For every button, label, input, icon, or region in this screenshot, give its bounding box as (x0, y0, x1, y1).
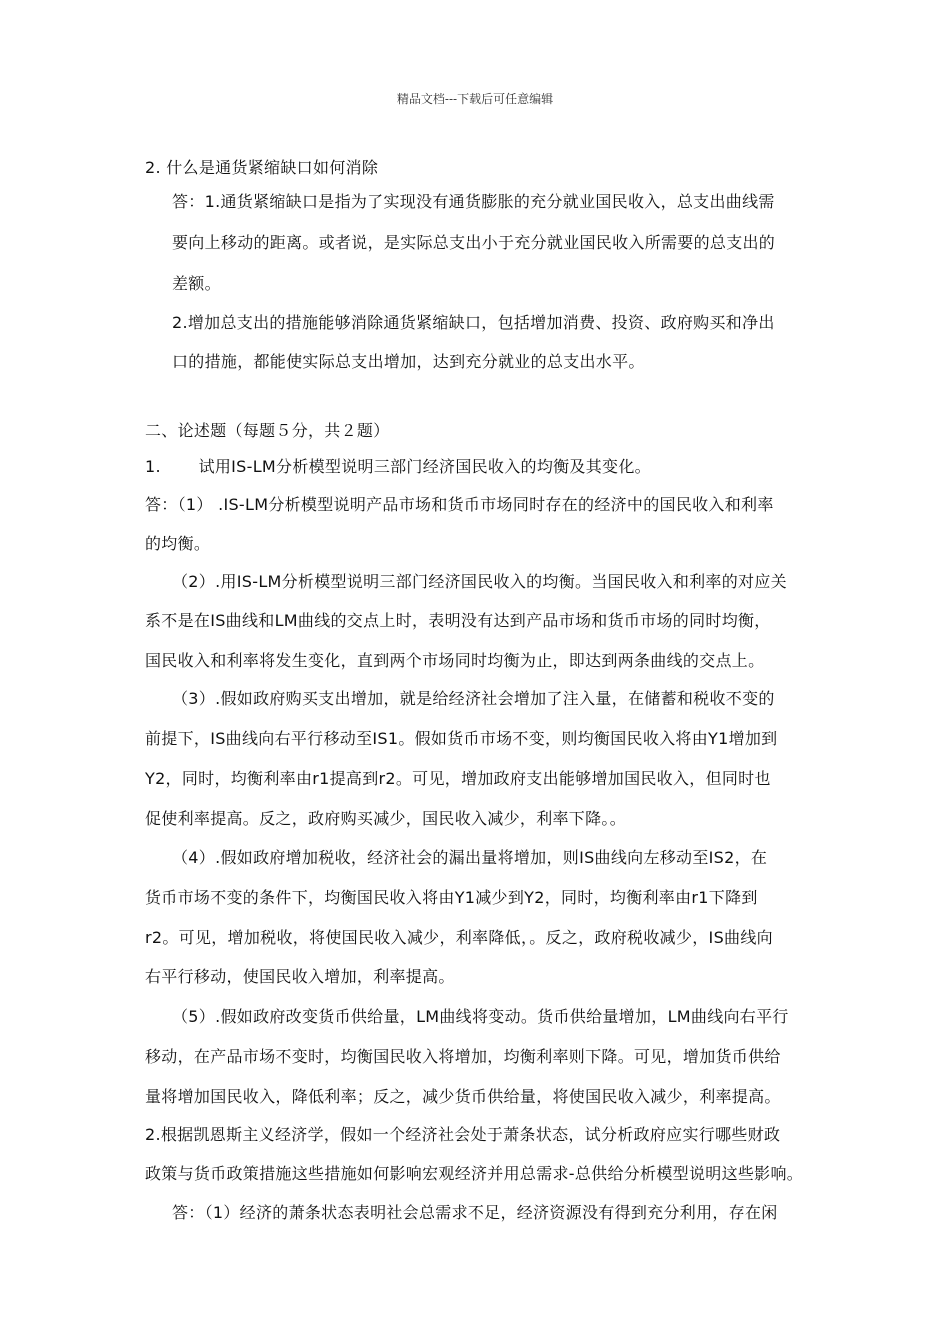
answer-line: 右平行移动，使国民收入增加，利率提高。 (145, 967, 455, 986)
answer-line: 答：（1）经济的萧条状态表明社会总需求不足，经济资源没有得到充分利用，存在闲 (172, 1203, 778, 1222)
answer-line: 货币市场不变的条件下，均衡国民收入将由Y1减少到Y2，同时，均衡利率由r1下降到 (145, 888, 758, 907)
essay-question-2-cont: 政策与货币政策措施这些措施如何影响宏观经济并用总需求-总供给分析模型说明这些影响。 (145, 1164, 804, 1183)
answer-line: 的均衡。 (145, 534, 211, 553)
essay-question-1: 1. 试用IS-LM分析模型说明三部门经济国民收入的均衡及其变化。 (145, 457, 651, 476)
answer-line: 差额。 (172, 274, 221, 293)
answer-line: 答：（1） .IS-LM分析模型说明产品市场和货币市场同时存在的经济中的国民收入和利率 (145, 495, 774, 514)
answer-line: 系不是在IS曲线和LM曲线的交点上时，表明没有达到产品市场和货币市场的同时均衡， (145, 611, 771, 630)
answer-line: 量将增加国民收入，降低利率；反之，减少货币供给量，将使国民收入减少，利率提高。 (145, 1087, 781, 1106)
answer-line: 国民收入和利率将发生变化，直到两个市场同时均衡为止，即达到两条曲线的交点上。 (145, 651, 765, 670)
page-header: 精品文档---下载后可任意编辑 (396, 92, 554, 106)
answer-line: （4）.假如政府增加税收，经济社会的漏出量将增加，则IS曲线向左移动至IS2，在 (172, 848, 768, 867)
answer-line: （3）.假如政府购买支出增加，就是给经济社会增加了注入量，在储蓄和税收不变的 (172, 689, 775, 708)
essay-question-2: 2.根据凯恩斯主义经济学，假如一个经济社会处于萧条状态，试分析政府应实行哪些财政 (145, 1125, 781, 1144)
answer-line: 移动，在产品市场不变时，均衡国民收入将增加，均衡利率则下降。可见，增加货币供给 (145, 1047, 781, 1066)
answer-line: 要向上移动的距离。或者说，是实际总支出小于充分就业国民收入所需要的总支出的 (172, 233, 776, 252)
answer-line: 2.增加总支出的措施能够消除通货紧缩缺口，包括增加消费、投资、政府购买和净出 (172, 313, 775, 332)
answer-line: 口的措施，都能使实际总支出增加，达到充分就业的总支出水平。 (172, 352, 645, 371)
answer-line: 促使利率提高。反之，政府购买减少，国民收入减少，利率下降。。 (145, 809, 627, 828)
question-2-title: 2. 什么是通货紧缩缺口如何消除 (145, 158, 379, 177)
section-heading: 二、论述题（每题５分，共２题） (145, 421, 390, 440)
answer-line: 答：1.通货紧缩缺口是指为了实现没有通货膨胀的充分就业国民收入，总支出曲线需 (172, 192, 775, 211)
answer-line: 前提下，IS曲线向右平行移动至IS1。假如货币市场不变，则均衡国民收入将由Y1增加到 (145, 729, 778, 748)
answer-line: Y2，同时，均衡利率由r1提高到r2。可见，增加政府支出能够增加国民收入，但同时也 (145, 769, 771, 788)
answer-line: （5）.假如政府改变货币供给量，LM曲线将变动。货币供给量增加，LM曲线向右平行 (172, 1007, 789, 1026)
answer-line: （2）.用IS-LM分析模型说明三部门经济国民收入的均衡。当国民收入和利率的对应关 (172, 572, 787, 591)
answer-line: r2。可见，增加税收，将使国民收入减少，利率降低，。反之，政府税收减少，IS曲线向 (145, 928, 773, 947)
